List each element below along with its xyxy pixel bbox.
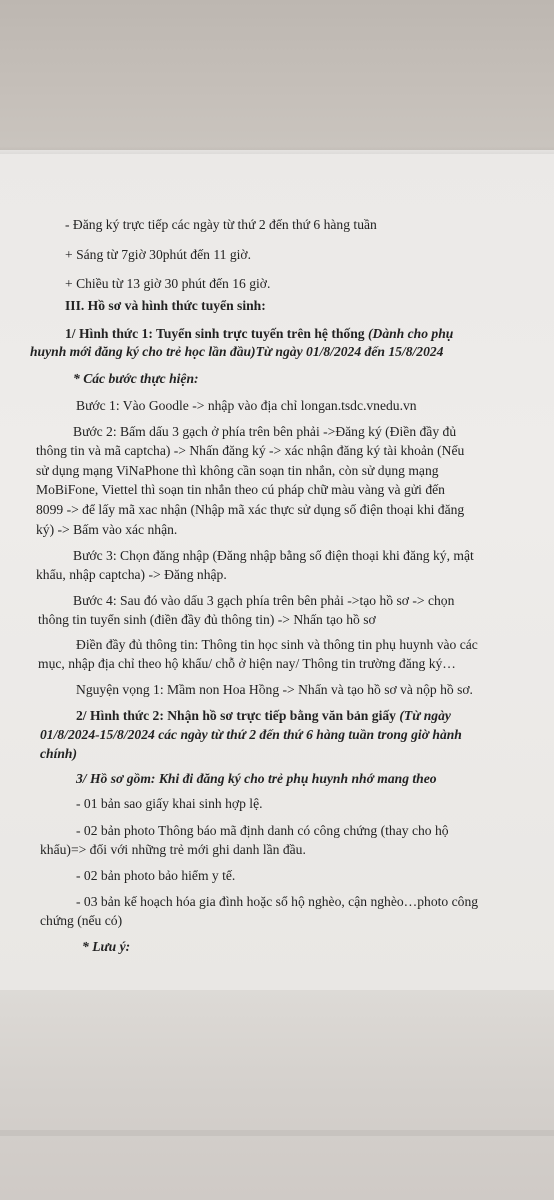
text-line: - Đăng ký trực tiếp các ngày từ thứ 2 đến thứ 6 hàng tuần — [65, 217, 377, 232]
text-line: Bước 2: Bấm dấu 3 gạch ở phía trên bên phải ->Đăng ký (Điền đầy đủ — [73, 424, 457, 439]
text-line — [76, 707, 451, 725]
form-note: (Từ ngày — [399, 708, 451, 723]
text-line: khẩu, nhập captcha) -> Đăng nhập. — [36, 567, 227, 582]
text-line: khẩu)=> đối với những trẻ mới ghi danh lần đầu. — [40, 842, 306, 857]
text-line: + Sáng từ 7giờ 30phút đến 11 giờ. — [65, 247, 251, 262]
text-line: Nguyện vọng 1: Mầm non Hoa Hồng -> Nhấn và tạo hồ sơ và nộp hồ sơ. — [76, 682, 473, 697]
text-line: + Chiều từ 13 giờ 30 phút đến 16 giờ. — [65, 276, 271, 291]
subheading: * Các bước thực hiện: — [73, 371, 199, 386]
form-heading: 1/ Hình thức 1: Tuyển sinh trực tuyến trên hệ thống — [65, 326, 365, 341]
note-heading: * Lưu ý: — [82, 939, 131, 954]
list-item: - 03 bản kế hoạch hóa gia đình hoặc sổ hộ nghèo, cận nghèo…photo công — [76, 894, 479, 909]
background-surface — [0, 990, 554, 1200]
form-note: (Dành cho phụ — [367, 326, 454, 341]
form-heading: 2/ Hình thức 2: Nhận hồ sơ trực tiếp bằng văn bản giấy — [76, 708, 396, 723]
text-line: mục, nhập địa chỉ theo hộ khẩu/ chỗ ở hiện nay/ Thông tin trường đăng ký… — [38, 656, 456, 671]
text-line: 01/8/2024-15/8/2024 các ngày từ thứ 2 đến thứ 6 hàng tuần trong giờ hành — [40, 727, 462, 742]
text-line: chứng (nếu có) — [40, 913, 123, 928]
list-item: - 02 bản photo Thông báo mã định danh có công chứng (thay cho hộ — [76, 823, 449, 838]
text-line: Điền đầy đủ thông tin: Thông tin học sinh và thông tin phụ huynh vào các — [76, 637, 478, 652]
text-line: 8099 -> để lấy mã xac nhận (Nhập mã xác thực sử dụng số điện thoại khi đăng — [36, 502, 465, 517]
text-line: Bước 1: Vào Goodle -> nhập vào địa chỉ longan.tsdc.vnedu.vn — [76, 398, 417, 413]
text-line: MoBiFone, Viettel thì soạn tin nhắn theo cú pháp chữ màu vàng và gửi đến — [36, 482, 445, 497]
text-line: thông tin tuyển sinh (điền đầy đủ thông tin) -> Nhấn tạo hồ sơ — [38, 612, 376, 627]
text-line: Bước 3: Chọn đăng nhập (Đăng nhập bằng số điện thoại khi đăng ký, mật — [73, 548, 474, 563]
text-line: chính) — [40, 746, 78, 761]
section-heading: III. Hồ sơ và hình thức tuyển sinh: — [65, 298, 266, 313]
background-wall — [0, 0, 554, 170]
text-line — [65, 325, 453, 343]
text-line: ký) -> Bấm vào xác nhận. — [36, 522, 178, 537]
list-item: - 01 bản sao giấy khai sinh hợp lệ. — [76, 796, 263, 811]
text-line: huynh mới đăng ký cho trẻ học lần đầu)Từ ngày 01/8/2024 đến 15/8/2024 — [30, 344, 444, 359]
text-line: thông tin và mã captcha) -> Nhấn đăng ký -> xác nhận đăng ký tài khoản (Nếu — [36, 443, 465, 458]
text-line: sử dụng mạng ViNaPhone thì không cần soạn tin nhắn, còn sử dụng mạng — [36, 463, 439, 478]
text-line: Bước 4: Sau đó vào dấu 3 gạch phía trên bên phải ->tạo hồ sơ -> chọn — [73, 593, 455, 608]
subheading: 3/ Hồ sơ gồm: Khi đi đăng ký cho trẻ phụ huynh nhớ mang theo — [76, 771, 437, 786]
list-item: - 02 bản photo bảo hiểm y tế. — [76, 868, 236, 883]
